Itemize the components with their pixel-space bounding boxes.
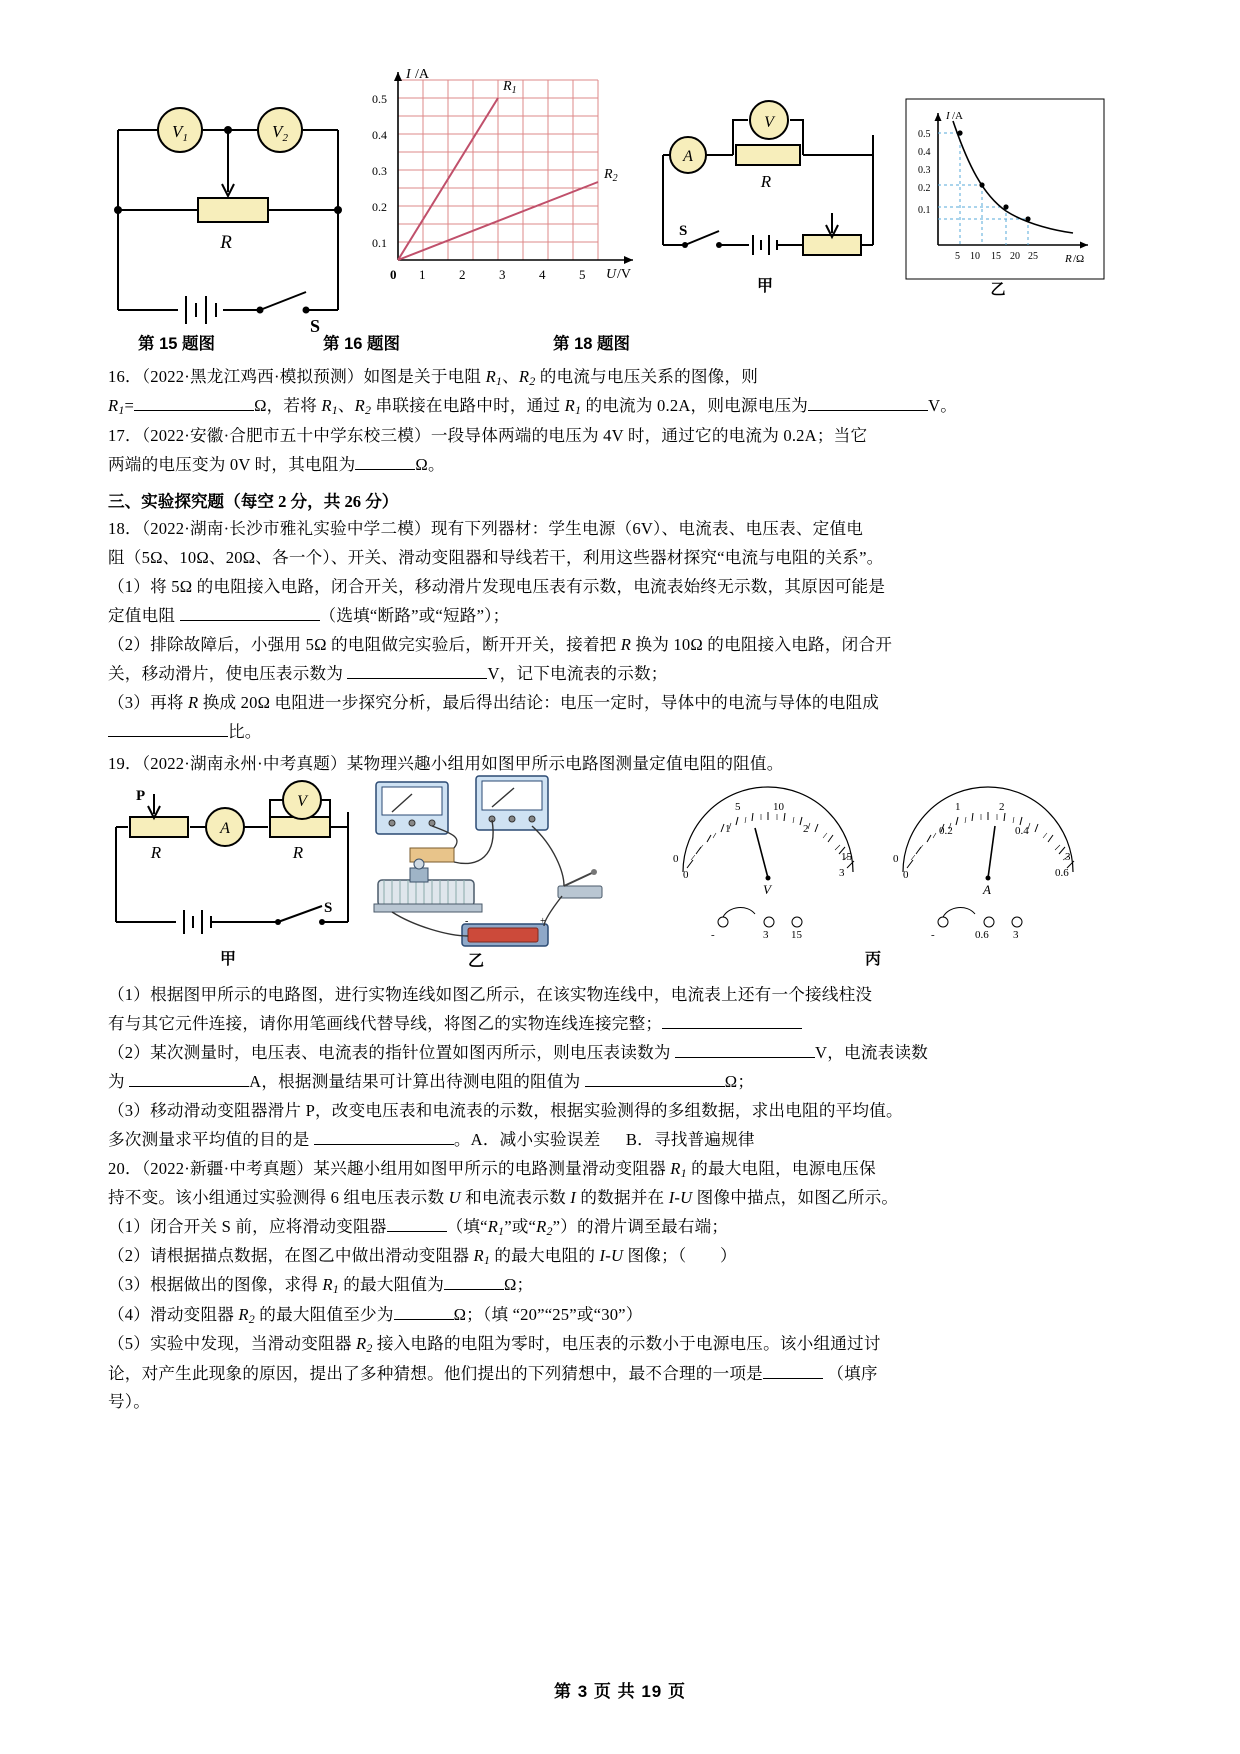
- question-16-line-1: 16．（2022·黑龙江鸡西·模拟预测）如图是关于电阻 $R_1$、$R_2$ 的电流与电压关系的图像，则: [108, 367, 759, 388]
- fig19-a-scale-04: 0.4: [1015, 825, 1029, 838]
- fig19-v-scale-2: 2: [803, 823, 809, 836]
- question-20-part-5b: 论，对产生此现象的原因，提出了多种猜想。他们提出的下列猜想中，最不合理的一项是 （填序: [108, 1363, 878, 1383]
- fig18-ammeter-label: A: [683, 148, 693, 165]
- page-content: [108, 60, 1136, 1418]
- question-19-part-1a: （1）根据图甲所示的电路图，进行实物连线如图乙所示，在该实物连线中，电流表上还有一个接线柱没: [108, 985, 873, 1005]
- fig18-label-yi: 乙: [990, 282, 1006, 298]
- figure-19-pictorial: [358, 776, 648, 981]
- question-20-part-5c: 号）。: [108, 1392, 151, 1412]
- question-19-part-3b: 多次测量求平均值的目的是 。A．减小实验误差 B．寻找普遍规律: [108, 1129, 755, 1149]
- question-19-part-1b: 有与其它元件连接，请你用笔画线代替导线，将图乙的实物连线连接完整；: [108, 1011, 1136, 1038]
- figure-row-top: [108, 60, 1136, 336]
- fig16-ytick-2: 0.3: [372, 164, 387, 178]
- fig16-xtick-5: 5: [579, 267, 586, 282]
- question-18-part-1b: 定值电阻 （选填“断路”或“短路”）；: [108, 606, 510, 626]
- question-18-part-1a: （1）将 5Ω 的电阻接入电路，闭合开关，移动滑片发现电压表有示数，电流表始终无示数，其原因可能是: [108, 577, 886, 597]
- question-18-part-2b: 关，移动滑片，使电压表示数为 V，记下电流表的示数；: [108, 663, 668, 683]
- fig19-v-scale-1: 1: [725, 823, 731, 836]
- question-18-part-3a: （3）再将 R 换成 20Ω 电阻进一步探究分析，最后得出结论：电压一定时，导体中的电流与导体的电阻成: [108, 692, 880, 712]
- question-19-part-3a: （3）移动滑动变阻器滑片 P，改变电压表和电流表的示数，根据实验测得的多组数据，求出电阻的平均值。: [108, 1100, 903, 1120]
- fig19-a-symbol: A: [983, 882, 991, 898]
- fig19-a-term-06: 0.6: [975, 929, 989, 942]
- page-footer: 第 3 页 共 19 页: [554, 1682, 686, 1701]
- fig19-label-jia: 甲: [219, 951, 237, 969]
- fig15-v2-label: $V_2$: [272, 122, 288, 144]
- figure-19-meterfaces: [663, 786, 1093, 981]
- fig15-switch-label: S: [310, 316, 321, 336]
- figure-15-circuit: [108, 80, 358, 336]
- fig18-voltmeter-label: V: [764, 114, 774, 131]
- fig19-v-scale-10: 10: [773, 801, 784, 814]
- question-18-part-3b: 比。: [108, 719, 1136, 746]
- fig19-ammeter-label: A: [220, 820, 230, 838]
- svg-text:+: +: [540, 916, 546, 928]
- fig19-left-resistor-label: R: [150, 843, 162, 863]
- fig16-curve1-label: $R_1$: [503, 79, 517, 96]
- fig16-curve2-label: $R_2$: [604, 167, 618, 184]
- caption-18: 第 18 题图: [553, 335, 631, 353]
- fig16-xtick-2: 2: [459, 267, 466, 282]
- fig16-ytick-4: 0.1: [372, 236, 387, 250]
- fig18g-x-label: R: [1065, 253, 1072, 265]
- fig18g-y-label: I: [946, 110, 950, 122]
- figure-captions: [108, 330, 1136, 364]
- fig19-v-scale-3: 3: [839, 867, 845, 880]
- question-18-part-2a: （2）排除故障后，小强用 5Ω 的电阻做完实验后，断开开关，接着把 R 换为 10Ω 的电阻接入电路，闭合开: [108, 634, 893, 654]
- question-20-line-2: 持不变。该小组通过实验测得 6 组电压表示数 U 和电流表示数 I 的数据并在 I-U 图像中描点，如图乙所示。: [108, 1187, 899, 1207]
- fig19-a-term-neg: -: [931, 929, 935, 942]
- question-17-line-1: 17．（2022·安徽·合肥市五十中学东校三模）一段导体两端的电压为 4V 时，通过它的电流为 0.2A；当它: [108, 425, 868, 445]
- question-20-part-1: （1）闭合开关 S 前，应将滑动变阻器 （填“$R_1$”或“$R_2$”）的滑片调至最右端；: [108, 1216, 729, 1238]
- fig19-v-term-15: 15: [791, 929, 802, 942]
- fig19-slider-label: P: [136, 788, 146, 805]
- figure-18-graph: [898, 95, 1113, 305]
- fig19-a-scale-0b: 0: [903, 869, 909, 882]
- figure-19-row: [108, 782, 1136, 982]
- fig18g-ytick-4: 0.1: [918, 205, 931, 216]
- figure-18-circuit: [653, 95, 883, 300]
- fig18g-ytick-3: 0.2: [918, 183, 931, 194]
- fig18g-x-unit: /Ω: [1073, 253, 1085, 265]
- fig19-a-scale-1: 1: [955, 801, 961, 814]
- fig18g-xtick-0: 5: [955, 251, 960, 262]
- question-19-part-2a: （2）某次测量时，电压表、电流表的指针位置如图丙所示，则电压表读数为 V，电流表读数: [108, 1043, 928, 1063]
- fig16-y-label: I: [406, 67, 411, 82]
- fig19-label-bing: 丙: [864, 951, 882, 969]
- fig19-v-symbol: V: [763, 882, 771, 898]
- fig19-a-term-3: 3: [1013, 929, 1019, 942]
- question-17-line-2: 两端的电压变为 0V 时，其电阻为 Ω。: [108, 454, 445, 474]
- fig18g-xtick-1: 10: [970, 251, 980, 262]
- fig19-voltmeter-label: V: [297, 793, 307, 811]
- fig18-label-jia: 甲: [756, 278, 774, 295]
- fig18g-xtick-3: 20: [1010, 251, 1020, 262]
- fig16-xtick-1: 1: [419, 267, 426, 282]
- question-18-line-2: 阻（5Ω、10Ω、20Ω、各一个）、开关、滑动变阻器和导线若干，利用这些器材探究“电流与电阻的关系”。: [108, 548, 884, 568]
- question-20-part-2: （2）请根据描点数据，在图乙中做出滑动变阻器 $R_1$ 的最大电阻的 I-U 图像；（ ）: [108, 1246, 737, 1268]
- fig19-v-scale-15: 15: [841, 851, 852, 864]
- fig19-v-scale-0b: 0: [683, 869, 689, 882]
- fig16-ytick-1: 0.4: [372, 128, 387, 142]
- fig19-right-resistor-label: R: [292, 843, 304, 863]
- fig18g-ytick-0: 0.5: [918, 129, 931, 140]
- fig15-v1-label: $V_1$: [172, 122, 188, 144]
- fig16-x-label: U: [606, 267, 617, 282]
- fig19-label-yi: 乙: [467, 953, 485, 971]
- figure-19-circuit: [108, 782, 358, 977]
- question-20-line-1: 20．（2022·新疆·中考真题）某兴趣小组用如图甲所示的电路测量滑动变阻器 $R_1$ 的最大电阻，电源电压保: [108, 1158, 876, 1180]
- fig18g-ytick-1: 0.4: [918, 147, 931, 158]
- fig19-v-scale-0a: 0: [673, 853, 679, 866]
- fig18g-xtick-4: 25: [1028, 251, 1038, 262]
- question-20-part-4: （4）滑动变阻器 $R_2$ 的最大阻值至少为 Ω；（填 “20”“25”或“30”）: [108, 1304, 643, 1326]
- question-16-line-2: $R_1= \Omega$，若将 $R_1$、$R_2$ 串联接在电路中时，通过 $R_1$ 的电流为 0.2A，则电源电压为 V。: [108, 396, 958, 418]
- question-18-line-1: 18．（2022·湖南·长沙市雅礼实验中学二模）现有下列器材：学生电源（6V）、电流表、电压表、定值电: [108, 519, 864, 539]
- fig18-resistor-label: R: [760, 172, 772, 191]
- fig19-v-term-neg: -: [711, 929, 715, 942]
- fig16-x-unit: /V: [617, 267, 631, 282]
- question-19-head: 19．（2022·湖南永州·中考真题）某物理兴趣小组用如图甲所示电路图测量定值电阻的阻值。: [108, 754, 784, 774]
- caption-16: 第 16 题图: [323, 335, 401, 353]
- svg-text:-: -: [465, 916, 469, 928]
- fig19-switch-label: S: [324, 900, 333, 917]
- fig18g-ytick-2: 0.3: [918, 165, 931, 176]
- question-19-part-2b: 为 A，根据测量结果可计算出待测电阻的阻值为 Ω；: [108, 1071, 755, 1091]
- fig19-a-scale-06: 0.6: [1055, 867, 1069, 880]
- fig19-a-scale-3: 3: [1065, 851, 1071, 864]
- section-heading: 三、实验探究题（每空 2 分，共 26 分）: [108, 492, 399, 512]
- fig19-a-scale-2: 2: [999, 801, 1005, 814]
- fig16-y-unit: /A: [415, 67, 429, 82]
- question-20-part-5a: （5）实验中发现，当滑动变阻器 $R_2$ 接入电路的电阻为零时，电压表的示数小于电源电压。该小组通过讨: [108, 1334, 881, 1356]
- fig19-a-scale-0a: 0: [893, 853, 899, 866]
- fig16-origin: 0: [390, 267, 397, 282]
- fig19-v-scale-5: 5: [735, 801, 741, 814]
- caption-15: 第 15 题图: [138, 335, 216, 353]
- fig15-resistor-label: R: [220, 232, 232, 253]
- fig18-switch-label: S: [679, 223, 688, 239]
- figure-16-graph: [358, 60, 648, 305]
- fig16-xtick-3: 3: [499, 267, 506, 282]
- fig16-ytick-0: 0.5: [372, 92, 387, 106]
- fig18g-xtick-2: 15: [991, 251, 1001, 262]
- fig19-a-scale-02: 0.2: [939, 825, 953, 838]
- question-20-part-3: （3）根据做出的图像，求得 $R_1$ 的最大阻值为 Ω；: [108, 1275, 534, 1297]
- fig16-xtick-4: 4: [539, 267, 546, 282]
- fig19-v-term-3: 3: [763, 929, 769, 942]
- fig18g-y-unit: /A: [952, 110, 963, 122]
- fig16-ytick-3: 0.2: [372, 200, 387, 214]
